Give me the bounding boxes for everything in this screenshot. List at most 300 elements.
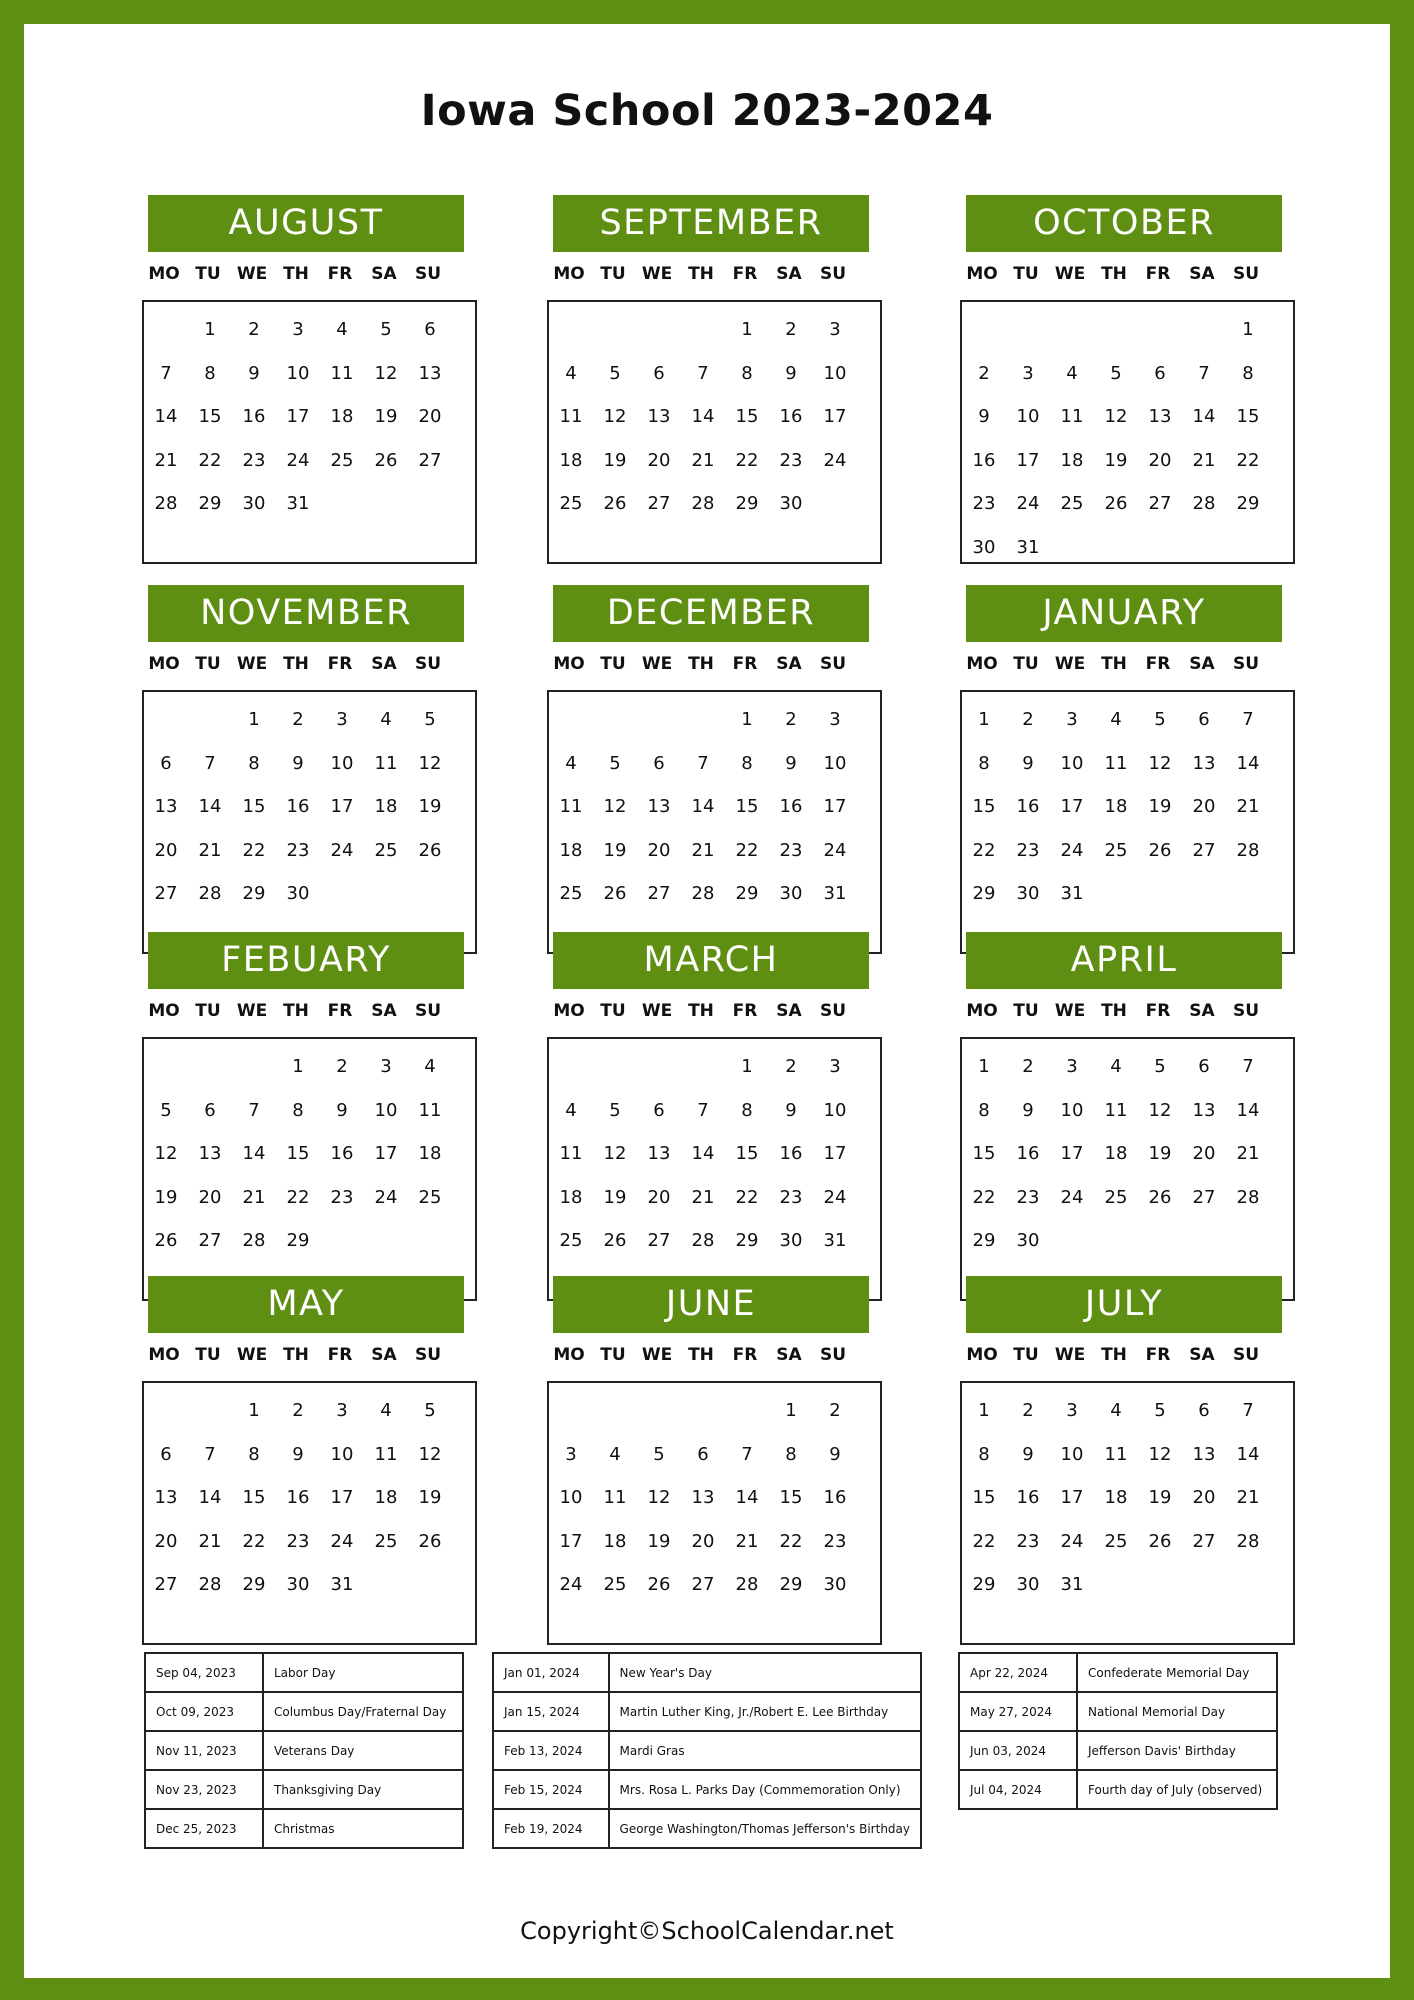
holiday-date: Sep 04, 2023 (145, 1653, 263, 1692)
weekday-label: TU (195, 1001, 221, 1021)
day-cell: 23 (779, 839, 803, 861)
weekday-label: SA (371, 264, 397, 284)
day-cell: 13 (647, 1143, 671, 1165)
day-cell: 17 (1060, 796, 1084, 818)
month-header: JANUARY (966, 585, 1282, 642)
month-day-grid (142, 300, 477, 564)
day-cell: 29 (972, 1574, 996, 1596)
day-cell: 31 (286, 493, 310, 515)
day-cell: 5 (380, 319, 392, 341)
day-cell: 5 (609, 362, 621, 384)
weekday-label: MO (148, 654, 180, 674)
weekday-label: FR (732, 654, 758, 674)
day-cell: 12 (647, 1487, 671, 1509)
day-cell: 28 (198, 883, 222, 905)
weekday-label: TH (283, 264, 309, 284)
day-cell: 16 (242, 406, 266, 428)
day-cell: 21 (691, 449, 715, 471)
day-cell: 24 (823, 449, 847, 471)
day-cell: 17 (286, 406, 310, 428)
weekday-label: TU (600, 264, 626, 284)
day-cell: 21 (198, 1530, 222, 1552)
weekday-label: SA (776, 654, 802, 674)
day-cell: 6 (1198, 1400, 1210, 1422)
weekday-label: TU (600, 1345, 626, 1365)
day-cell: 21 (242, 1186, 266, 1208)
day-cell: 20 (418, 406, 442, 428)
day-cell: 11 (1060, 406, 1084, 428)
day-cell: 10 (1060, 1099, 1084, 1121)
day-cell: 9 (785, 362, 797, 384)
day-cell: 16 (330, 1143, 354, 1165)
weekday-label: TU (1013, 264, 1039, 284)
weekday-label: MO (553, 654, 585, 674)
weekday-header-row (547, 989, 887, 1033)
day-cell: 15 (242, 796, 266, 818)
day-cell: 6 (424, 319, 436, 341)
day-cell: 29 (735, 493, 759, 515)
day-cell: 6 (204, 1099, 216, 1121)
day-cell: 20 (691, 1530, 715, 1552)
day-cell: 10 (1016, 406, 1040, 428)
holiday-row (959, 1653, 1277, 1692)
day-cell: 8 (785, 1443, 797, 1465)
day-cell: 4 (424, 1056, 436, 1078)
month-header: DECEMBER (553, 585, 869, 642)
month-header: JULY (966, 1276, 1282, 1333)
day-cell: 25 (330, 449, 354, 471)
holiday-date: Apr 22, 2024 (959, 1653, 1077, 1692)
day-cell: 11 (603, 1487, 627, 1509)
day-cell: 17 (1016, 449, 1040, 471)
holiday-date: Feb 13, 2024 (493, 1731, 609, 1770)
month-day-grid (960, 300, 1295, 564)
weekday-header-row (547, 252, 887, 296)
day-cell: 17 (330, 796, 354, 818)
day-cell: 25 (559, 1230, 583, 1252)
day-cell: 21 (198, 839, 222, 861)
day-cell: 23 (1016, 839, 1040, 861)
day-cell: 13 (154, 796, 178, 818)
day-cell: 25 (418, 1186, 442, 1208)
day-cell: 9 (1022, 1443, 1034, 1465)
day-cell: 27 (418, 449, 442, 471)
day-cell: 28 (691, 493, 715, 515)
day-cell: 28 (242, 1230, 266, 1252)
day-cell: 20 (1192, 796, 1216, 818)
weekday-label: WE (1054, 1345, 1086, 1365)
day-cell: 28 (691, 883, 715, 905)
month-header: SEPTEMBER (553, 195, 869, 252)
weekday-label: WE (236, 1001, 268, 1021)
day-cell: 27 (1192, 1186, 1216, 1208)
weekday-label: WE (236, 1345, 268, 1365)
weekday-label: SU (1232, 1345, 1260, 1365)
day-cell: 3 (829, 709, 841, 731)
day-cell: 15 (735, 1143, 759, 1165)
month-april (960, 932, 1300, 1301)
holiday-date: Nov 11, 2023 (145, 1731, 263, 1770)
day-cell: 18 (1104, 1143, 1128, 1165)
weekday-label: TU (195, 1345, 221, 1365)
month-day-grid (547, 300, 882, 564)
month-day-grid (142, 690, 477, 954)
holiday-name: Labor Day (263, 1653, 463, 1692)
day-cell: 11 (374, 752, 398, 774)
weekday-label: WE (641, 1001, 673, 1021)
day-cell: 18 (603, 1530, 627, 1552)
day-cell: 4 (565, 362, 577, 384)
day-cell: 20 (198, 1186, 222, 1208)
day-cell: 4 (380, 1400, 392, 1422)
day-cell: 20 (1192, 1143, 1216, 1165)
day-cell: 25 (1104, 839, 1128, 861)
day-cell: 9 (785, 752, 797, 774)
weekday-label: TH (1101, 654, 1127, 674)
holiday-date: Feb 15, 2024 (493, 1770, 609, 1809)
weekday-label: MO (553, 1001, 585, 1021)
holiday-row (493, 1653, 921, 1692)
day-cell: 26 (1148, 1530, 1172, 1552)
day-cell: 16 (779, 406, 803, 428)
day-cell: 10 (823, 752, 847, 774)
day-cell: 30 (1016, 883, 1040, 905)
day-cell: 9 (1022, 1099, 1034, 1121)
holiday-row (493, 1731, 921, 1770)
holiday-name: Jefferson Davis' Birthday (1077, 1731, 1277, 1770)
weekday-label: TH (1101, 1345, 1127, 1365)
day-cell: 19 (1148, 796, 1172, 818)
day-cell: 4 (565, 1099, 577, 1121)
day-cell: 7 (1242, 709, 1254, 731)
day-cell: 4 (565, 752, 577, 774)
month-december (547, 585, 887, 954)
month-november (142, 585, 482, 954)
day-cell: 21 (1236, 796, 1260, 818)
weekday-label: SU (819, 654, 847, 674)
day-cell: 23 (1016, 1186, 1040, 1208)
day-cell: 3 (336, 709, 348, 731)
day-cell: 11 (559, 406, 583, 428)
weekday-header-row (142, 252, 482, 296)
day-cell: 2 (292, 1400, 304, 1422)
day-cell: 18 (330, 406, 354, 428)
day-cell: 7 (1242, 1400, 1254, 1422)
day-cell: 15 (735, 406, 759, 428)
day-cell: 15 (198, 406, 222, 428)
day-cell: 27 (691, 1574, 715, 1596)
month-day-grid (142, 1037, 477, 1301)
day-cell: 3 (829, 1056, 841, 1078)
holiday-name: Thanksgiving Day (263, 1770, 463, 1809)
day-cell: 3 (1066, 709, 1078, 731)
day-cell: 22 (972, 1186, 996, 1208)
day-cell: 24 (330, 839, 354, 861)
day-cell: 12 (418, 1443, 442, 1465)
day-cell: 18 (1104, 1487, 1128, 1509)
weekday-label: MO (553, 1345, 585, 1365)
day-cell: 1 (741, 709, 753, 731)
weekday-label: FR (1145, 1345, 1171, 1365)
day-cell: 4 (1110, 1400, 1122, 1422)
day-cell: 10 (559, 1487, 583, 1509)
day-cell: 2 (829, 1400, 841, 1422)
day-cell: 11 (330, 362, 354, 384)
day-cell: 30 (1016, 1574, 1040, 1596)
weekday-label: TH (283, 1001, 309, 1021)
weekday-label: SU (414, 654, 442, 674)
day-cell: 10 (1060, 1443, 1084, 1465)
holiday-name: Mardi Gras (609, 1731, 921, 1770)
day-cell: 30 (779, 1230, 803, 1252)
day-cell: 31 (330, 1574, 354, 1596)
day-cell: 22 (735, 449, 759, 471)
day-cell: 12 (603, 1143, 627, 1165)
day-cell: 21 (1192, 449, 1216, 471)
day-cell: 2 (785, 1056, 797, 1078)
day-cell: 12 (1148, 752, 1172, 774)
day-cell: 10 (330, 752, 354, 774)
weekday-label: MO (148, 1345, 180, 1365)
day-cell: 19 (418, 796, 442, 818)
day-cell: 24 (1060, 1186, 1084, 1208)
day-cell: 21 (1236, 1487, 1260, 1509)
weekday-label: FR (327, 1345, 353, 1365)
day-cell: 13 (1148, 406, 1172, 428)
day-cell: 12 (1148, 1443, 1172, 1465)
day-cell: 6 (653, 752, 665, 774)
day-cell: 8 (741, 362, 753, 384)
day-cell: 21 (735, 1530, 759, 1552)
day-cell: 20 (647, 449, 671, 471)
holiday-row (959, 1770, 1277, 1809)
day-cell: 8 (292, 1099, 304, 1121)
day-cell: 21 (1236, 1143, 1260, 1165)
day-cell: 5 (1154, 709, 1166, 731)
day-cell: 23 (823, 1530, 847, 1552)
weekday-label: MO (148, 1001, 180, 1021)
weekday-label: SU (819, 1001, 847, 1021)
day-cell: 31 (823, 1230, 847, 1252)
day-cell: 24 (1060, 839, 1084, 861)
day-cell: 5 (609, 1099, 621, 1121)
day-cell: 27 (1148, 493, 1172, 515)
day-cell: 1 (248, 1400, 260, 1422)
day-cell: 30 (1016, 1230, 1040, 1252)
holiday-row (145, 1653, 463, 1692)
month-header: NOVEMBER (148, 585, 464, 642)
month-febuary (142, 932, 482, 1301)
weekday-label: WE (1054, 1001, 1086, 1021)
day-cell: 10 (286, 362, 310, 384)
weekday-label: FR (732, 1001, 758, 1021)
day-cell: 4 (336, 319, 348, 341)
day-cell: 19 (1148, 1487, 1172, 1509)
day-cell: 11 (1104, 752, 1128, 774)
day-cell: 26 (1148, 839, 1172, 861)
month-may (142, 1276, 482, 1645)
day-cell: 8 (741, 752, 753, 774)
weekday-label: SU (1232, 1001, 1260, 1021)
day-cell: 3 (336, 1400, 348, 1422)
day-cell: 5 (1154, 1056, 1166, 1078)
day-cell: 29 (735, 1230, 759, 1252)
day-cell: 6 (160, 752, 172, 774)
day-cell: 2 (785, 319, 797, 341)
day-cell: 23 (1016, 1530, 1040, 1552)
weekday-label: SU (414, 1001, 442, 1021)
weekday-label: SA (1189, 1001, 1215, 1021)
day-cell: 26 (603, 883, 627, 905)
day-cell: 23 (242, 449, 266, 471)
day-cell: 29 (779, 1574, 803, 1596)
weekday-label: TH (283, 1345, 309, 1365)
day-cell: 12 (374, 362, 398, 384)
weekday-label: SU (1232, 654, 1260, 674)
day-cell: 2 (1022, 709, 1034, 731)
day-cell: 15 (242, 1487, 266, 1509)
day-cell: 29 (198, 493, 222, 515)
day-cell: 26 (1104, 493, 1128, 515)
weekday-label: FR (327, 1001, 353, 1021)
day-cell: 7 (1242, 1056, 1254, 1078)
day-cell: 7 (697, 1099, 709, 1121)
day-cell: 14 (691, 796, 715, 818)
weekday-label: TU (195, 654, 221, 674)
holiday-row (493, 1770, 921, 1809)
month-header: MAY (148, 1276, 464, 1333)
day-cell: 25 (374, 839, 398, 861)
weekday-label: FR (1145, 1001, 1171, 1021)
holiday-date: Jan 15, 2024 (493, 1692, 609, 1731)
day-cell: 15 (972, 1487, 996, 1509)
day-cell: 29 (735, 883, 759, 905)
day-cell: 28 (198, 1574, 222, 1596)
holiday-name: Columbus Day/Fraternal Day (263, 1692, 463, 1731)
day-cell: 9 (1022, 752, 1034, 774)
day-cell: 17 (1060, 1143, 1084, 1165)
day-cell: 14 (1236, 1443, 1260, 1465)
day-cell: 23 (779, 1186, 803, 1208)
weekday-header-row (547, 1333, 887, 1377)
day-cell: 19 (154, 1186, 178, 1208)
weekday-header-row (960, 989, 1300, 1033)
holiday-row (493, 1809, 921, 1848)
month-day-grid (547, 1381, 882, 1645)
day-cell: 31 (823, 883, 847, 905)
weekday-label: TU (1013, 654, 1039, 674)
weekday-label: SU (414, 1345, 442, 1365)
weekday-label: SU (819, 1345, 847, 1365)
day-cell: 11 (1104, 1099, 1128, 1121)
day-cell: 11 (1104, 1443, 1128, 1465)
day-cell: 16 (286, 1487, 310, 1509)
day-cell: 2 (248, 319, 260, 341)
day-cell: 27 (154, 883, 178, 905)
holiday-date: Oct 09, 2023 (145, 1692, 263, 1731)
day-cell: 9 (292, 752, 304, 774)
copyright-footer: Copyright©SchoolCalendar.net (520, 1917, 894, 1945)
weekday-label: FR (1145, 264, 1171, 284)
weekday-label: FR (1145, 654, 1171, 674)
day-cell: 7 (741, 1443, 753, 1465)
weekday-header-row (960, 1333, 1300, 1377)
day-cell: 26 (154, 1230, 178, 1252)
day-cell: 3 (292, 319, 304, 341)
day-cell: 26 (603, 1230, 627, 1252)
day-cell: 22 (779, 1530, 803, 1552)
day-cell: 3 (565, 1443, 577, 1465)
weekday-label: SA (776, 1345, 802, 1365)
day-cell: 14 (735, 1487, 759, 1509)
day-cell: 20 (647, 1186, 671, 1208)
month-header: AUGUST (148, 195, 464, 252)
day-cell: 14 (691, 406, 715, 428)
month-day-grid (142, 1381, 477, 1645)
holiday-date: Jan 01, 2024 (493, 1653, 609, 1692)
day-cell: 8 (204, 362, 216, 384)
day-cell: 4 (1110, 1056, 1122, 1078)
day-cell: 2 (1022, 1056, 1034, 1078)
day-cell: 7 (248, 1099, 260, 1121)
day-cell: 16 (823, 1487, 847, 1509)
day-cell: 1 (1242, 319, 1254, 341)
weekday-label: SA (1189, 654, 1215, 674)
day-cell: 22 (972, 1530, 996, 1552)
day-cell: 5 (1110, 362, 1122, 384)
day-cell: 13 (1192, 752, 1216, 774)
day-cell: 2 (978, 362, 990, 384)
day-cell: 29 (242, 883, 266, 905)
weekday-label: MO (148, 264, 180, 284)
day-cell: 12 (1104, 406, 1128, 428)
day-cell: 20 (154, 1530, 178, 1552)
weekday-label: WE (236, 264, 268, 284)
day-cell: 17 (330, 1487, 354, 1509)
holiday-row (145, 1731, 463, 1770)
day-cell: 9 (978, 406, 990, 428)
day-cell: 20 (647, 839, 671, 861)
day-cell: 24 (374, 1186, 398, 1208)
weekday-header-row (142, 1333, 482, 1377)
day-cell: 24 (823, 839, 847, 861)
month-header: JUNE (553, 1276, 869, 1333)
day-cell: 28 (735, 1574, 759, 1596)
day-cell: 1 (978, 1056, 990, 1078)
day-cell: 2 (336, 1056, 348, 1078)
weekday-label: TH (688, 264, 714, 284)
day-cell: 15 (735, 796, 759, 818)
day-cell: 16 (779, 1143, 803, 1165)
weekday-header-row (547, 642, 887, 686)
day-cell: 13 (418, 362, 442, 384)
weekday-label: SA (1189, 264, 1215, 284)
month-october (960, 195, 1300, 564)
day-cell: 22 (242, 839, 266, 861)
holiday-name: George Washington/Thomas Jefferson's Birthday (609, 1809, 921, 1848)
day-cell: 29 (242, 1574, 266, 1596)
day-cell: 22 (735, 839, 759, 861)
day-cell: 3 (380, 1056, 392, 1078)
day-cell: 30 (779, 493, 803, 515)
weekday-label: WE (641, 1345, 673, 1365)
day-cell: 18 (374, 1487, 398, 1509)
day-cell: 13 (154, 1487, 178, 1509)
day-cell: 2 (785, 709, 797, 731)
day-cell: 16 (286, 796, 310, 818)
day-cell: 25 (1104, 1530, 1128, 1552)
month-day-grid (547, 690, 882, 954)
